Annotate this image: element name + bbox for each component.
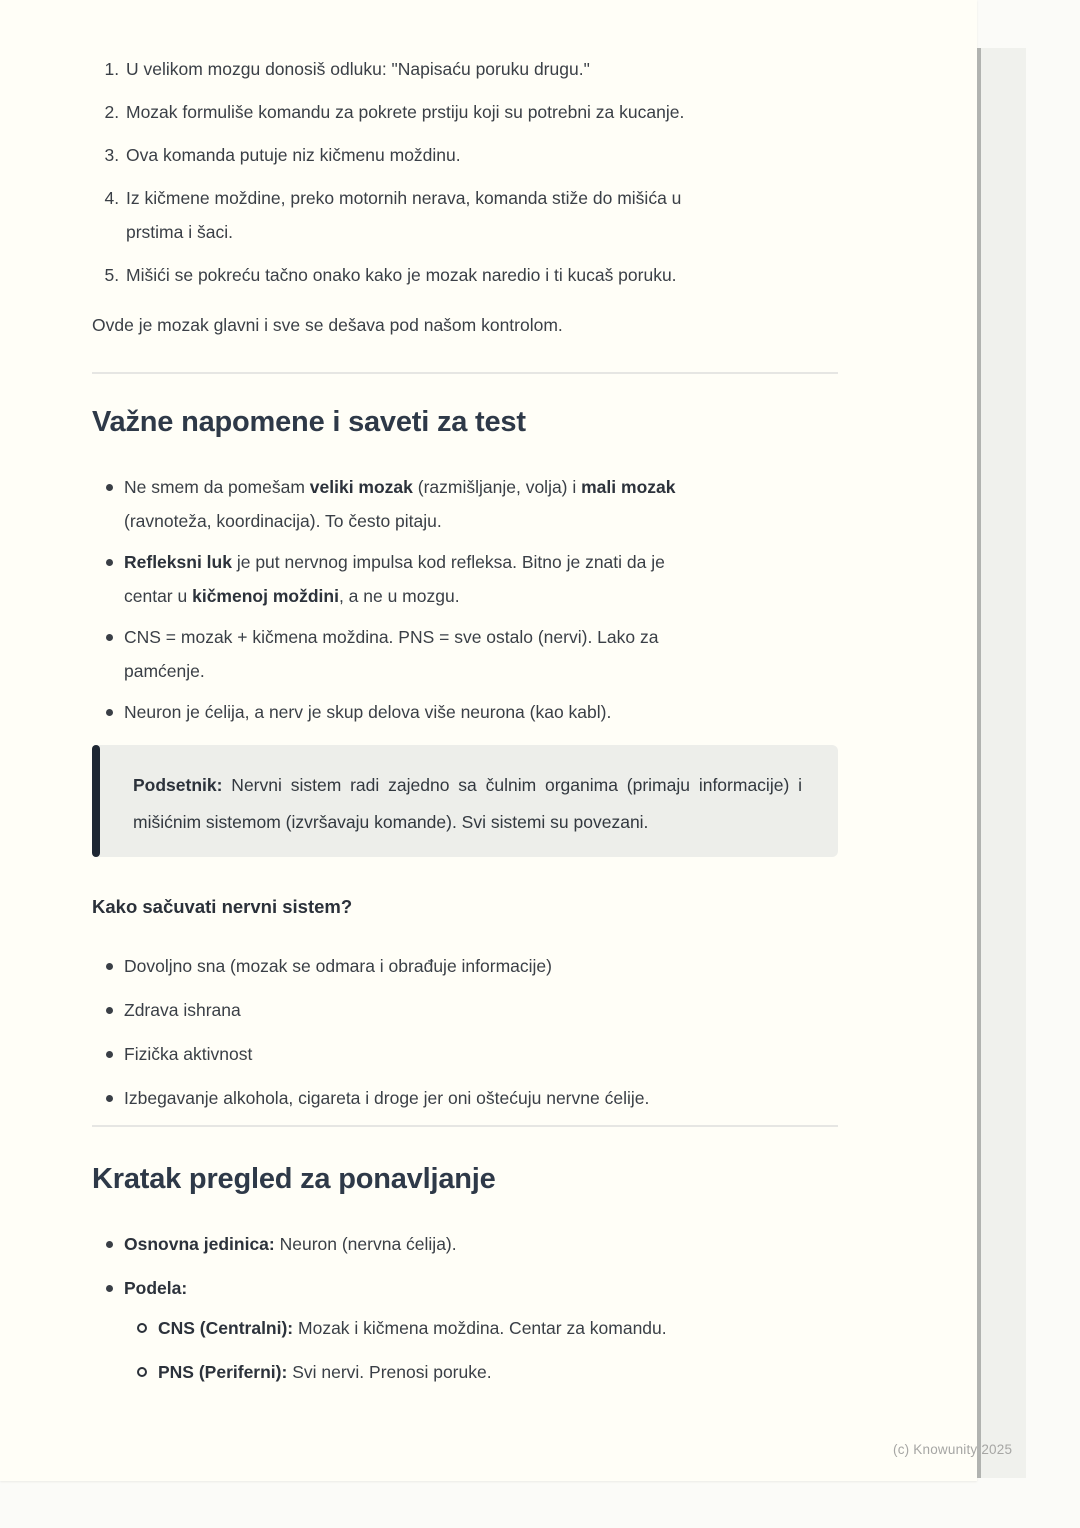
section-title-notes: Važne napomene i saveti za test: [92, 406, 526, 438]
bullet-item: Zdrava ishrana: [92, 993, 838, 1027]
callout-text: Podsetnik: Nervni sistem radi zajedno sa čulnim organima (primaju informacije) i mišićnim sistemom (izvršavaju komande). Svi sistemi su povezani.: [133, 775, 802, 832]
reminder-callout: [92, 745, 838, 857]
bullet-item: Ne smem da pomešam veliki mozak (razmišljanje, volja) i mali mozak (ravnoteža, koordinacija). To često pitaju.: [92, 470, 838, 538]
bullet-item: CNS = mozak + kičmena moždina. PNS = sve ostalo (nervi). Lako za pamćenje.: [92, 620, 838, 688]
numbered-list-item: 5. Mišići se pokreću tačno onako kako je mozak naredio i ti kucaš poruku.: [124, 258, 838, 292]
bullet-item: Fizička aktivnost: [92, 1037, 838, 1071]
numbered-list-item: 2. Mozak formuliše komandu za pokrete prstiju koji su potrebni za kucanje.: [124, 95, 838, 129]
bullet-item: [92, 1271, 838, 1389]
bullet-item: Izbegavanje alkohola, cigareta i droge jer oni oštećuju nervne ćelije.: [92, 1081, 838, 1115]
bullet-item: Osnovna jedinica: Neuron (nervna ćelija).: [92, 1227, 838, 1261]
cns-pns-sublist: [124, 1311, 838, 1389]
section-title-review: Kratak pregled za ponavljanje: [92, 1163, 496, 1195]
bullet-item: Dovoljno sna (mozak se odmara i obrađuje informacije): [92, 949, 838, 983]
numbered-list-item: 1. U velikom mozgu donosiš odluku: "Napisaću poruku drugu.": [124, 52, 838, 86]
intro-conclusion: Ovde je mozak glavni i sve se dešava pod našom kontrolom.: [92, 315, 563, 335]
copyright-watermark: (c) Knowunity 2025: [893, 1442, 1013, 1457]
subheading-care: Kako sačuvati nervni sistem?: [92, 896, 353, 917]
bullet-item-label: Podela:: [124, 1278, 188, 1298]
callout-accent-bar: [92, 745, 100, 857]
sub-bullet-item: PNS (Periferni): Svi nervi. Prenosi poruke.: [124, 1355, 838, 1389]
right-gutter: [977, 48, 1026, 1478]
bullet-item: Neuron je ćelija, a nerv je skup delova više neurona (kao kabl).: [92, 695, 838, 729]
sub-bullet-item: CNS (Centralni): Mozak i kičmena moždina. Centar za komandu.: [124, 1311, 838, 1345]
care-bullet-list: [92, 949, 838, 1115]
scrollbar-thumb[interactable]: [977, 48, 981, 1478]
section-divider: [92, 1125, 838, 1127]
review-bullet-list: [92, 1227, 838, 1389]
notes-bullet-list: [92, 470, 838, 729]
process-steps-list: [92, 52, 838, 292]
bullet-item: Refleksni luk je put nervnog impulsa kod refleksa. Bitno je znati da je centar u kičmenoj moždini, a ne u mozgu.: [92, 545, 838, 613]
numbered-list-item: 3. Ova komanda putuje niz kičmenu moždinu.: [124, 138, 838, 172]
section-divider: [92, 372, 838, 374]
numbered-list-item: 4. Iz kičmene moždine, preko motornih nerava, komanda stiže do mišića u prstima i šaci.: [124, 181, 838, 249]
